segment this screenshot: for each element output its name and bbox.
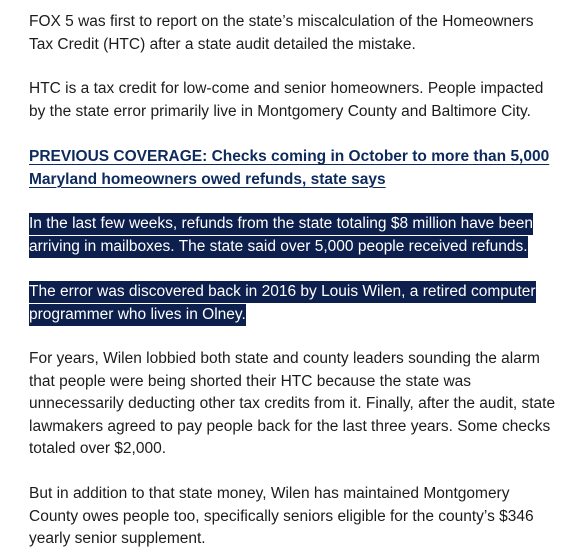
article-paragraph: FOX 5 was first to report on the state’s miscalculation of the Homeowners Tax Credit (HTC) after a state audit detailed the mistake. xyxy=(29,13,534,53)
article-paragraph: HTC is a tax credit for low-come and senior homeowners. People impacted by the state error primarily live in Montgomery County and Baltimore City. xyxy=(29,80,544,120)
article-paragraph: For years, Wilen lobbied both state and county leaders sounding the alarm that people were being shorted their HTC because the state was unnecessarily deducting other tax credits from it. Finally, after the audit, state lawmakers agreed to pay people back for the last three years. Some checks totaled over $2,000. xyxy=(29,350,556,457)
previous-coverage-paragraph xyxy=(29,146,557,191)
article-paragraph: But in addition to that state money, Wilen has maintained Montgomery County owes people too, specifically seniors eligible for the county’s $346 yearly senior supplement. xyxy=(29,485,534,547)
selected-paragraph xyxy=(29,281,557,326)
selected-text[interactable]: The error was discovered back in 2016 by Louis Wilen, a retired computer programmer who lives in Olney. xyxy=(29,281,536,326)
selected-text[interactable]: In the last few weeks, refunds from the state totaling $8 million have been arriving in mailboxes. The state said over 5,000 people received refunds. xyxy=(29,213,533,258)
selected-paragraph xyxy=(29,213,557,258)
previous-coverage-link[interactable]: PREVIOUS COVERAGE: Checks coming in October to more than 5,000 Maryland homeowners owed refunds, state says xyxy=(29,148,550,188)
